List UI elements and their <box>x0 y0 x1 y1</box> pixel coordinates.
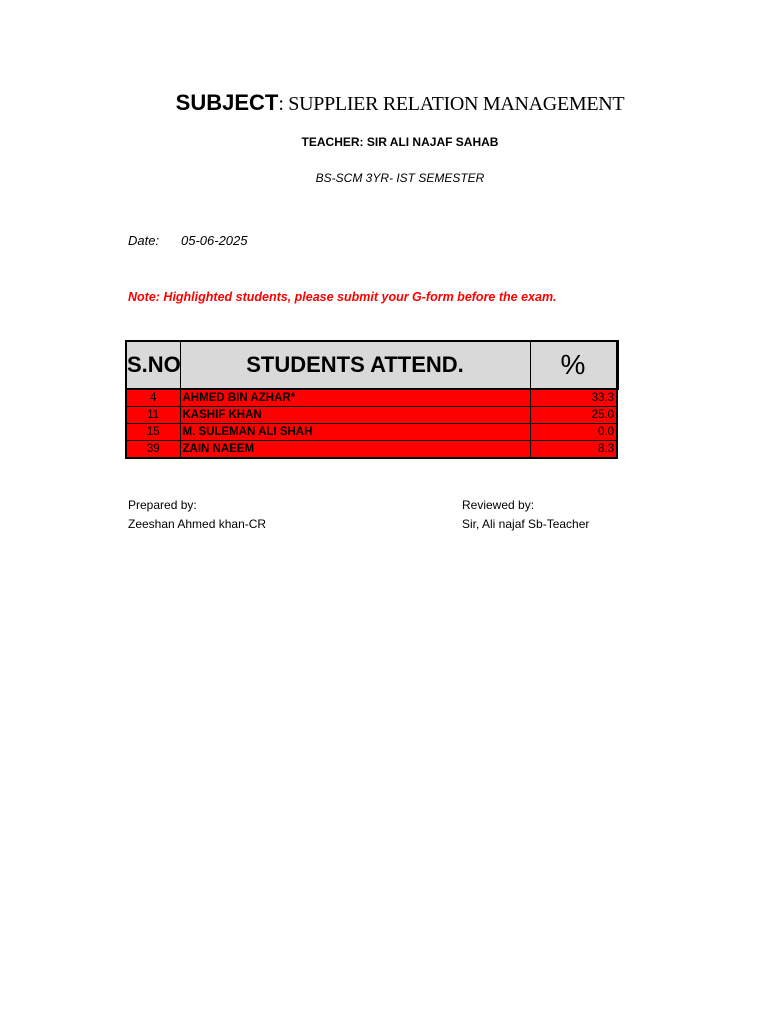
date-value: 05-06-2025 <box>181 233 248 248</box>
date-row <box>128 233 248 248</box>
cell-percent: 0.0 <box>530 424 617 441</box>
cell-student-name: ZAIN NAEEM <box>180 441 530 459</box>
subject-value: : SUPPLIER RELATION MANAGEMENT <box>278 93 625 115</box>
program-line: BS-SCM 3YR- IST SEMESTER <box>315 171 485 185</box>
subject-label: SUBJECT <box>175 90 279 115</box>
cell-sno: 15 <box>126 424 180 441</box>
reviewed-by-label: Reviewed by: <box>462 498 535 512</box>
cell-student-name: AHMED BIN AZHAR* <box>180 389 530 407</box>
table-row <box>126 424 617 441</box>
reviewed-by-name: Sir, Ali najaf Sb-Teacher <box>462 517 590 531</box>
cell-percent: 8.3 <box>530 441 617 459</box>
table-row <box>126 389 617 407</box>
cell-percent: 33.3 <box>530 389 617 407</box>
table-header-row <box>126 341 617 389</box>
table-row <box>126 441 617 459</box>
note-text: Note: Highlighted students, please submit your G-form before the exam. <box>128 290 557 304</box>
attendance-table <box>125 340 619 459</box>
cell-student-name: KASHIF KHAN <box>180 407 530 424</box>
table-row <box>126 407 617 424</box>
prepared-by-block <box>128 496 266 534</box>
date-label: Date: <box>128 233 160 248</box>
cell-sno: 39 <box>126 441 180 459</box>
cell-sno: 11 <box>126 407 180 424</box>
teacher-line: TEACHER: SIR ALI NAJAF SAHAB <box>301 135 499 149</box>
cell-student-name: M. SULEMAN ALI SHAH <box>180 424 530 441</box>
reviewed-by-block <box>462 496 589 534</box>
column-header-students: STUDENTS ATTEND. <box>180 341 530 389</box>
prepared-by-name: Zeeshan Ahmed khan-CR <box>128 517 267 531</box>
column-header-percent: % <box>530 341 617 389</box>
prepared-by-label: Prepared by: <box>128 498 197 512</box>
cell-sno: 4 <box>126 389 180 407</box>
cell-percent: 25.0 <box>530 407 617 424</box>
column-header-sno: S.NO <box>126 341 180 389</box>
document-title <box>0 90 768 116</box>
